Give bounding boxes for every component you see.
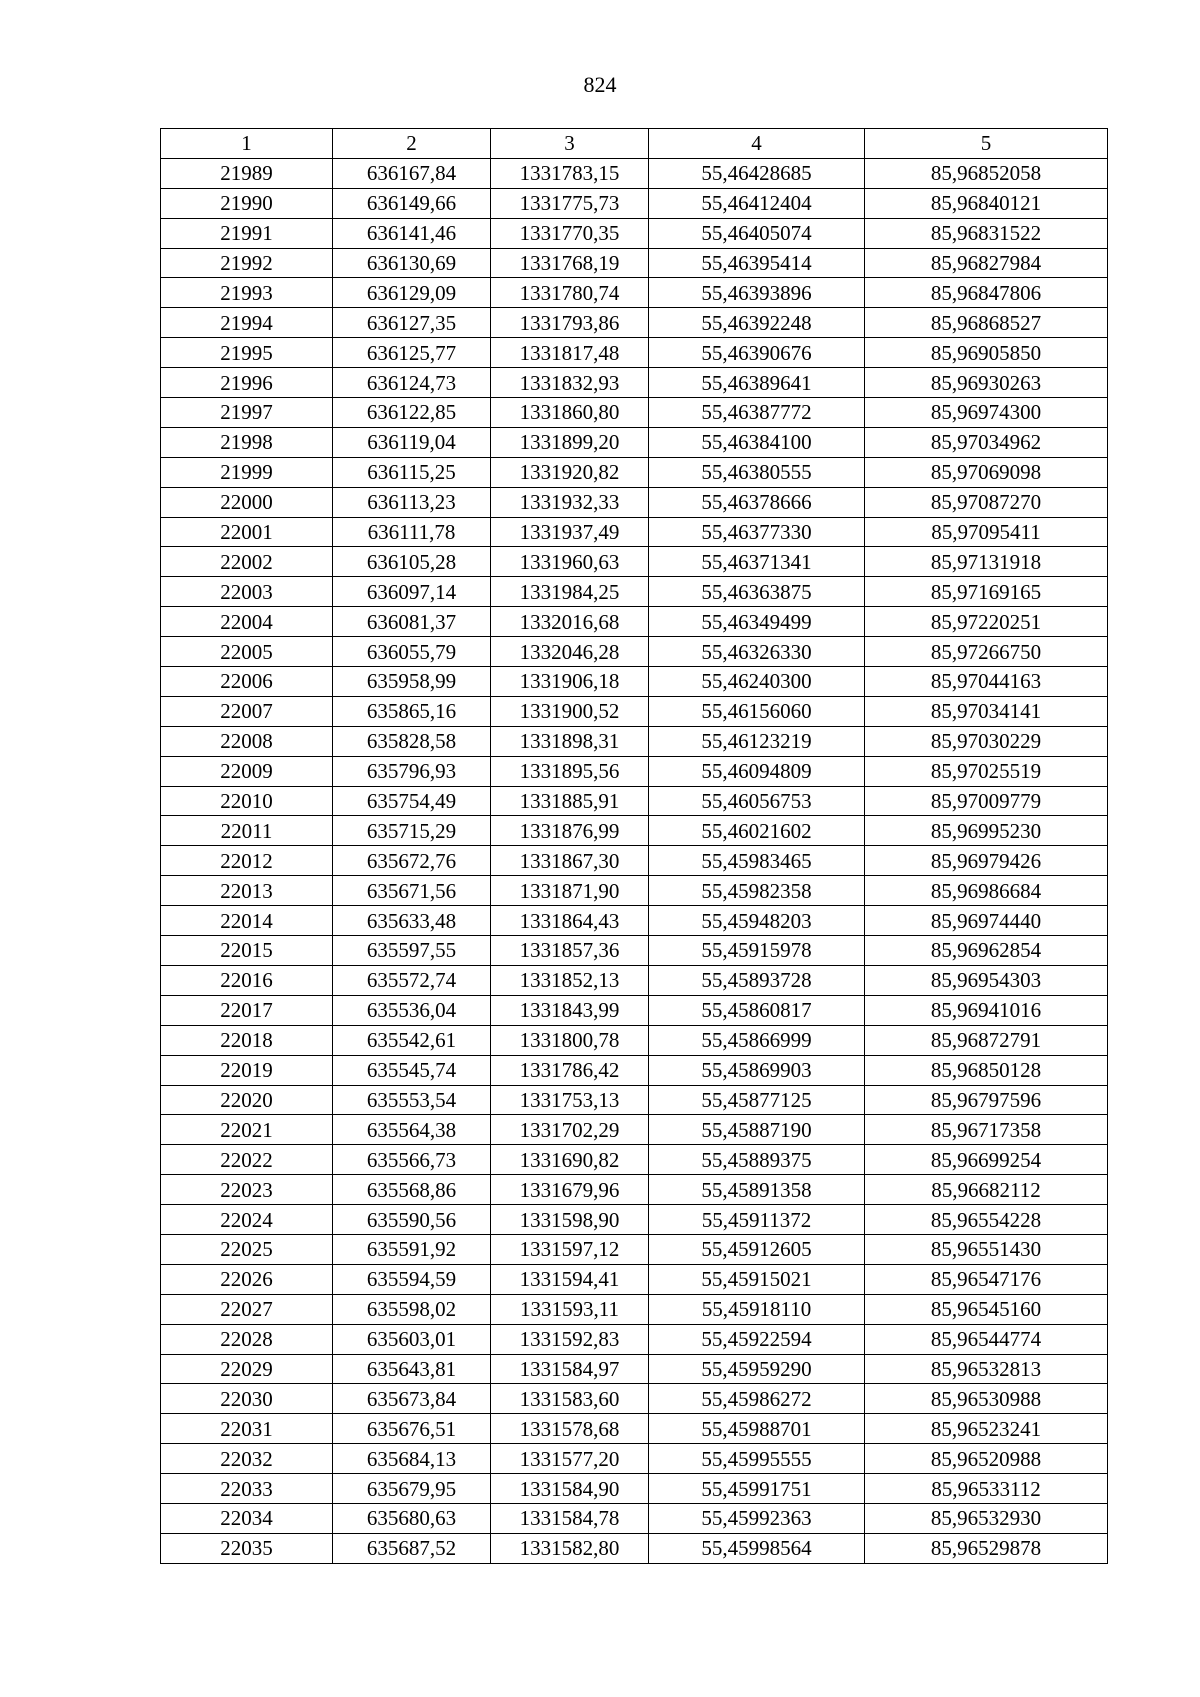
- table-cell-col-5: 85,96699254: [865, 1145, 1108, 1175]
- table-cell-col-1: 22021: [161, 1115, 333, 1145]
- table-cell-col-1: 22008: [161, 726, 333, 756]
- table-cell-col-2: 636127,35: [333, 308, 491, 338]
- table-row: [161, 876, 1108, 906]
- table-cell-col-3: 1331960,63: [491, 547, 649, 577]
- table-row: [161, 696, 1108, 726]
- table-cell-col-1: 22005: [161, 637, 333, 667]
- table-cell-col-4: 55,46377330: [649, 517, 865, 547]
- table-cell-col-3: 1331871,90: [491, 876, 649, 906]
- coordinates-table: [160, 128, 1108, 1564]
- table-cell-col-4: 55,46363875: [649, 577, 865, 607]
- table-cell-col-3: 1331584,97: [491, 1354, 649, 1384]
- table-cell-col-1: 22011: [161, 816, 333, 846]
- table-row: [161, 726, 1108, 756]
- table-row: [161, 1503, 1108, 1533]
- table-row: [161, 816, 1108, 846]
- table-row: [161, 1234, 1108, 1264]
- table-cell-col-5: 85,97034962: [865, 427, 1108, 457]
- table-cell-col-1: 22030: [161, 1384, 333, 1414]
- table-row: [161, 936, 1108, 966]
- table-cell-col-5: 85,96533112: [865, 1474, 1108, 1504]
- table-cell-col-5: 85,96717358: [865, 1115, 1108, 1145]
- table-cell-col-2: 636097,14: [333, 577, 491, 607]
- table-cell-col-2: 635591,92: [333, 1234, 491, 1264]
- table-cell-col-1: 22013: [161, 876, 333, 906]
- table-cell-col-1: 21998: [161, 427, 333, 457]
- table-cell-col-5: 85,96545160: [865, 1294, 1108, 1324]
- table-cell-col-2: 635684,13: [333, 1444, 491, 1474]
- table-cell-col-2: 635603,01: [333, 1324, 491, 1354]
- table-cell-col-4: 55,45988701: [649, 1414, 865, 1444]
- table-cell-col-3: 1331857,36: [491, 936, 649, 966]
- table-row: [161, 547, 1108, 577]
- table-cell-col-1: 22010: [161, 786, 333, 816]
- table-cell-col-1: 21993: [161, 278, 333, 308]
- table-cell-col-2: 636130,69: [333, 248, 491, 278]
- table-row: [161, 1264, 1108, 1294]
- table-cell-col-5: 85,96547176: [865, 1264, 1108, 1294]
- table-cell-col-1: 22027: [161, 1294, 333, 1324]
- table-cell-col-1: 22007: [161, 696, 333, 726]
- table-cell-col-1: 22016: [161, 965, 333, 995]
- table-cell-col-2: 635958,99: [333, 667, 491, 697]
- table-cell-col-5: 85,97266750: [865, 637, 1108, 667]
- table-cell-col-3: 1331584,78: [491, 1503, 649, 1533]
- table-cell-col-4: 55,46123219: [649, 726, 865, 756]
- table-cell-col-2: 635568,86: [333, 1175, 491, 1205]
- table-cell-col-5: 85,97169165: [865, 577, 1108, 607]
- table-cell-col-3: 1331885,91: [491, 786, 649, 816]
- table-row: [161, 995, 1108, 1025]
- table-cell-col-4: 55,45869903: [649, 1055, 865, 1085]
- table-cell-col-5: 85,96532930: [865, 1503, 1108, 1533]
- table-cell-col-1: 22001: [161, 517, 333, 547]
- table-cell-col-4: 55,45948203: [649, 906, 865, 936]
- table-cell-col-2: 635566,73: [333, 1145, 491, 1175]
- table-cell-col-5: 85,96850128: [865, 1055, 1108, 1085]
- table-cell-col-2: 635564,38: [333, 1115, 491, 1145]
- table-cell-col-3: 1331594,41: [491, 1264, 649, 1294]
- table-cell-col-3: 1331783,15: [491, 158, 649, 188]
- column-header-3: 3: [491, 129, 649, 159]
- table-cell-col-5: 85,96554228: [865, 1205, 1108, 1235]
- table-cell-col-4: 55,45915978: [649, 936, 865, 966]
- table-cell-col-1: 21990: [161, 188, 333, 218]
- table-cell-col-3: 1332016,68: [491, 607, 649, 637]
- table-cell-col-2: 636113,23: [333, 487, 491, 517]
- table-row: [161, 1085, 1108, 1115]
- table-cell-col-3: 1331932,33: [491, 487, 649, 517]
- table-cell-col-1: 22003: [161, 577, 333, 607]
- table-cell-col-4: 55,45991751: [649, 1474, 865, 1504]
- table-cell-col-5: 85,96852058: [865, 158, 1108, 188]
- table-cell-col-3: 1331583,60: [491, 1384, 649, 1414]
- table-cell-col-2: 635672,76: [333, 846, 491, 876]
- table-cell-col-1: 22035: [161, 1533, 333, 1563]
- table-row: [161, 1175, 1108, 1205]
- table-cell-col-5: 85,97087270: [865, 487, 1108, 517]
- table-cell-col-5: 85,96797596: [865, 1085, 1108, 1115]
- table-cell-col-5: 85,96995230: [865, 816, 1108, 846]
- table-cell-col-3: 1331800,78: [491, 1025, 649, 1055]
- table-cell-col-2: 636141,46: [333, 218, 491, 248]
- table-cell-col-2: 636122,85: [333, 398, 491, 428]
- table-cell-col-2: 636115,25: [333, 457, 491, 487]
- table-row: [161, 667, 1108, 697]
- page-number: 824: [583, 72, 617, 97]
- table-cell-col-5: 85,97095411: [865, 517, 1108, 547]
- table-cell-col-1: 22002: [161, 547, 333, 577]
- table-row: [161, 308, 1108, 338]
- table-cell-col-3: 1331817,48: [491, 338, 649, 368]
- table-cell-col-3: 1331577,20: [491, 1444, 649, 1474]
- table-cell-col-3: 1331899,20: [491, 427, 649, 457]
- table-cell-col-3: 1331937,49: [491, 517, 649, 547]
- table-row: [161, 158, 1108, 188]
- table-row: [161, 398, 1108, 428]
- table-cell-col-5: 85,96941016: [865, 995, 1108, 1025]
- table-cell-col-2: 635828,58: [333, 726, 491, 756]
- table-cell-col-1: 22033: [161, 1474, 333, 1504]
- table-cell-col-1: 22025: [161, 1234, 333, 1264]
- table-cell-col-3: 1331832,93: [491, 368, 649, 398]
- table-row: [161, 1055, 1108, 1085]
- table-cell-col-4: 55,45877125: [649, 1085, 865, 1115]
- table-cell-col-4: 55,45992363: [649, 1503, 865, 1533]
- table-cell-col-1: 22022: [161, 1145, 333, 1175]
- table-cell-col-5: 85,97025519: [865, 756, 1108, 786]
- table-cell-col-3: 1332046,28: [491, 637, 649, 667]
- table-cell-col-2: 635680,63: [333, 1503, 491, 1533]
- table-row: [161, 607, 1108, 637]
- table-cell-col-3: 1331843,99: [491, 995, 649, 1025]
- table-cell-col-5: 85,97131918: [865, 547, 1108, 577]
- table-cell-col-2: 635545,74: [333, 1055, 491, 1085]
- table-row: [161, 965, 1108, 995]
- table-cell-col-3: 1331770,35: [491, 218, 649, 248]
- table-cell-col-3: 1331775,73: [491, 188, 649, 218]
- table-cell-col-3: 1331597,12: [491, 1234, 649, 1264]
- table-cell-col-2: 635542,61: [333, 1025, 491, 1055]
- table-cell-col-4: 55,45915021: [649, 1264, 865, 1294]
- table-cell-col-3: 1331906,18: [491, 667, 649, 697]
- table-cell-col-4: 55,46056753: [649, 786, 865, 816]
- table-cell-col-4: 55,45911372: [649, 1205, 865, 1235]
- table-cell-col-4: 55,46393896: [649, 278, 865, 308]
- table-row: [161, 218, 1108, 248]
- table-cell-col-4: 55,45891358: [649, 1175, 865, 1205]
- table-cell-col-3: 1331780,74: [491, 278, 649, 308]
- table-cell-col-5: 85,96827984: [865, 248, 1108, 278]
- table-cell-col-5: 85,96682112: [865, 1175, 1108, 1205]
- table-cell-col-2: 635676,51: [333, 1414, 491, 1444]
- table-cell-col-1: 21991: [161, 218, 333, 248]
- table-cell-col-2: 636129,09: [333, 278, 491, 308]
- table-cell-col-5: 85,96551430: [865, 1234, 1108, 1264]
- table-cell-col-4: 55,45918110: [649, 1294, 865, 1324]
- table-body: [161, 158, 1108, 1563]
- table-cell-col-2: 635643,81: [333, 1354, 491, 1384]
- table-cell-col-1: 22014: [161, 906, 333, 936]
- table-cell-col-3: 1331867,30: [491, 846, 649, 876]
- table-cell-col-5: 85,96840121: [865, 188, 1108, 218]
- table-cell-col-5: 85,96905850: [865, 338, 1108, 368]
- table-cell-col-4: 55,46412404: [649, 188, 865, 218]
- table-cell-col-3: 1331702,29: [491, 1115, 649, 1145]
- column-header-4: 4: [649, 129, 865, 159]
- table-cell-col-1: 21997: [161, 398, 333, 428]
- table-row: [161, 487, 1108, 517]
- table-cell-col-2: 635572,74: [333, 965, 491, 995]
- column-header-1: 1: [161, 129, 333, 159]
- table-cell-col-2: 635687,52: [333, 1533, 491, 1563]
- table-cell-col-5: 85,96962854: [865, 936, 1108, 966]
- table-row: [161, 1025, 1108, 1055]
- table-cell-col-3: 1331679,96: [491, 1175, 649, 1205]
- table-cell-col-4: 55,46390676: [649, 338, 865, 368]
- table-cell-col-3: 1331593,11: [491, 1294, 649, 1324]
- table-cell-col-4: 55,46428685: [649, 158, 865, 188]
- table-cell-col-4: 55,46094809: [649, 756, 865, 786]
- table-cell-col-2: 635553,54: [333, 1085, 491, 1115]
- table-cell-col-4: 55,46380555: [649, 457, 865, 487]
- table-cell-col-2: 635598,02: [333, 1294, 491, 1324]
- column-header-2: 2: [333, 129, 491, 159]
- table-cell-col-3: 1331895,56: [491, 756, 649, 786]
- table-cell-col-3: 1331852,13: [491, 965, 649, 995]
- table-row: [161, 368, 1108, 398]
- table-cell-col-2: 635679,95: [333, 1474, 491, 1504]
- table-cell-col-3: 1331793,86: [491, 308, 649, 338]
- table-cell-col-1: 21989: [161, 158, 333, 188]
- table-cell-col-1: 22000: [161, 487, 333, 517]
- table-row: [161, 906, 1108, 936]
- table-row: [161, 1444, 1108, 1474]
- table-cell-col-4: 55,46156060: [649, 696, 865, 726]
- table-row: [161, 517, 1108, 547]
- table-cell-col-4: 55,46240300: [649, 667, 865, 697]
- table-row: [161, 756, 1108, 786]
- table-cell-col-2: 635671,56: [333, 876, 491, 906]
- table-row: [161, 248, 1108, 278]
- table-cell-col-1: 22009: [161, 756, 333, 786]
- table-cell-col-3: 1331984,25: [491, 577, 649, 607]
- table-cell-col-3: 1331592,83: [491, 1324, 649, 1354]
- table-cell-col-1: 22017: [161, 995, 333, 1025]
- table-cell-col-2: 635590,56: [333, 1205, 491, 1235]
- table-cell-col-3: 1331768,19: [491, 248, 649, 278]
- table-cell-col-1: 22034: [161, 1503, 333, 1533]
- table-cell-col-3: 1331582,80: [491, 1533, 649, 1563]
- table-cell-col-4: 55,45995555: [649, 1444, 865, 1474]
- table-cell-col-5: 85,96520988: [865, 1444, 1108, 1474]
- table-cell-col-4: 55,45893728: [649, 965, 865, 995]
- table-cell-col-2: 635633,48: [333, 906, 491, 936]
- table-cell-col-5: 85,97069098: [865, 457, 1108, 487]
- table-cell-col-5: 85,96974440: [865, 906, 1108, 936]
- table-cell-col-5: 85,96954303: [865, 965, 1108, 995]
- table-cell-col-2: 635536,04: [333, 995, 491, 1025]
- table-cell-col-3: 1331690,82: [491, 1145, 649, 1175]
- table-cell-col-2: 635715,29: [333, 816, 491, 846]
- table-cell-col-3: 1331900,52: [491, 696, 649, 726]
- table-cell-col-2: 635673,84: [333, 1384, 491, 1414]
- table-row: [161, 1324, 1108, 1354]
- table-cell-col-1: 22023: [161, 1175, 333, 1205]
- table-cell-col-4: 55,45998564: [649, 1533, 865, 1563]
- table-cell-col-4: 55,46349499: [649, 607, 865, 637]
- table-cell-col-1: 21996: [161, 368, 333, 398]
- table-row: [161, 577, 1108, 607]
- table-cell-col-2: 636124,73: [333, 368, 491, 398]
- table-cell-col-3: 1331920,82: [491, 457, 649, 487]
- table-cell-col-2: 635597,55: [333, 936, 491, 966]
- table-cell-col-1: 22026: [161, 1264, 333, 1294]
- table-row: [161, 1474, 1108, 1504]
- table-cell-col-5: 85,96831522: [865, 218, 1108, 248]
- table-cell-col-5: 85,97220251: [865, 607, 1108, 637]
- table-cell-col-4: 55,45866999: [649, 1025, 865, 1055]
- table-cell-col-5: 85,96986684: [865, 876, 1108, 906]
- table-cell-col-4: 55,45860817: [649, 995, 865, 1025]
- table-cell-col-2: 635865,16: [333, 696, 491, 726]
- table-row: [161, 427, 1108, 457]
- table-cell-col-4: 55,46378666: [649, 487, 865, 517]
- table-cell-col-2: 635594,59: [333, 1264, 491, 1294]
- table-cell-col-5: 85,96930263: [865, 368, 1108, 398]
- table-row: [161, 338, 1108, 368]
- table-cell-col-4: 55,46405074: [649, 218, 865, 248]
- table-cell-col-1: 21999: [161, 457, 333, 487]
- table-row: [161, 846, 1108, 876]
- table-cell-col-3: 1331753,13: [491, 1085, 649, 1115]
- header-row: [161, 129, 1108, 159]
- table-cell-col-3: 1331860,80: [491, 398, 649, 428]
- table-header: [161, 129, 1108, 159]
- table-cell-col-3: 1331598,90: [491, 1205, 649, 1235]
- table-cell-col-4: 55,45982358: [649, 876, 865, 906]
- table-cell-col-1: 21994: [161, 308, 333, 338]
- table-row: [161, 278, 1108, 308]
- table-cell-col-5: 85,96544774: [865, 1324, 1108, 1354]
- table-cell-col-2: 635796,93: [333, 756, 491, 786]
- table-cell-col-2: 636081,37: [333, 607, 491, 637]
- table-cell-col-5: 85,97030229: [865, 726, 1108, 756]
- table-cell-col-2: 636167,84: [333, 158, 491, 188]
- table-cell-col-5: 85,96974300: [865, 398, 1108, 428]
- table-cell-col-1: 22019: [161, 1055, 333, 1085]
- table-cell-col-5: 85,96847806: [865, 278, 1108, 308]
- table-cell-col-4: 55,46326330: [649, 637, 865, 667]
- table-row: [161, 188, 1108, 218]
- table-row: [161, 1384, 1108, 1414]
- table-cell-col-4: 55,46389641: [649, 368, 865, 398]
- table-cell-col-1: 21992: [161, 248, 333, 278]
- table-cell-col-5: 85,97034141: [865, 696, 1108, 726]
- table-cell-col-5: 85,97044163: [865, 667, 1108, 697]
- table-cell-col-1: 22031: [161, 1414, 333, 1444]
- table-row: [161, 1145, 1108, 1175]
- table-cell-col-4: 55,46395414: [649, 248, 865, 278]
- table-cell-col-2: 635754,49: [333, 786, 491, 816]
- table-cell-col-4: 55,45983465: [649, 846, 865, 876]
- table-cell-col-3: 1331876,99: [491, 816, 649, 846]
- table-cell-col-2: 636125,77: [333, 338, 491, 368]
- table-cell-col-3: 1331898,31: [491, 726, 649, 756]
- table-cell-col-5: 85,96530988: [865, 1384, 1108, 1414]
- table-cell-col-1: 22032: [161, 1444, 333, 1474]
- table-cell-col-3: 1331864,43: [491, 906, 649, 936]
- table-row: [161, 637, 1108, 667]
- table-cell-col-4: 55,46021602: [649, 816, 865, 846]
- table-row: [161, 1354, 1108, 1384]
- table-row: [161, 1205, 1108, 1235]
- table-cell-col-5: 85,96532813: [865, 1354, 1108, 1384]
- table-row: [161, 1414, 1108, 1444]
- table-row: [161, 457, 1108, 487]
- table-cell-col-4: 55,45887190: [649, 1115, 865, 1145]
- table-cell-col-4: 55,46392248: [649, 308, 865, 338]
- table-row: [161, 1115, 1108, 1145]
- table-cell-col-1: 22020: [161, 1085, 333, 1115]
- table-cell-col-4: 55,46371341: [649, 547, 865, 577]
- table-cell-col-5: 85,96868527: [865, 308, 1108, 338]
- table-cell-col-5: 85,96529878: [865, 1533, 1108, 1563]
- table-cell-col-4: 55,45986272: [649, 1384, 865, 1414]
- table-row: [161, 1533, 1108, 1563]
- table-cell-col-1: 22029: [161, 1354, 333, 1384]
- table-cell-col-3: 1331578,68: [491, 1414, 649, 1444]
- table-cell-col-3: 1331584,90: [491, 1474, 649, 1504]
- table-cell-col-1: 22018: [161, 1025, 333, 1055]
- table-cell-col-1: 22024: [161, 1205, 333, 1235]
- table-cell-col-1: 22004: [161, 607, 333, 637]
- table-cell-col-2: 636119,04: [333, 427, 491, 457]
- table-cell-col-4: 55,46387772: [649, 398, 865, 428]
- table-cell-col-5: 85,96872791: [865, 1025, 1108, 1055]
- table-cell-col-1: 21995: [161, 338, 333, 368]
- table-cell-col-1: 22006: [161, 667, 333, 697]
- column-header-5: 5: [865, 129, 1108, 159]
- table-cell-col-4: 55,46384100: [649, 427, 865, 457]
- table-row: [161, 1294, 1108, 1324]
- table-cell-col-2: 636149,66: [333, 188, 491, 218]
- table-cell-col-2: 636111,78: [333, 517, 491, 547]
- table-cell-col-1: 22012: [161, 846, 333, 876]
- table-cell-col-4: 55,45912605: [649, 1234, 865, 1264]
- table-cell-col-1: 22028: [161, 1324, 333, 1354]
- table-cell-col-5: 85,96523241: [865, 1414, 1108, 1444]
- table-cell-col-1: 22015: [161, 936, 333, 966]
- table-cell-col-3: 1331786,42: [491, 1055, 649, 1085]
- table-cell-col-2: 636055,79: [333, 637, 491, 667]
- table-cell-col-4: 55,45959290: [649, 1354, 865, 1384]
- table-cell-col-5: 85,97009779: [865, 786, 1108, 816]
- table-cell-col-5: 85,96979426: [865, 846, 1108, 876]
- table-cell-col-4: 55,45889375: [649, 1145, 865, 1175]
- table-cell-col-4: 55,45922594: [649, 1324, 865, 1354]
- table-cell-col-2: 636105,28: [333, 547, 491, 577]
- table-row: [161, 786, 1108, 816]
